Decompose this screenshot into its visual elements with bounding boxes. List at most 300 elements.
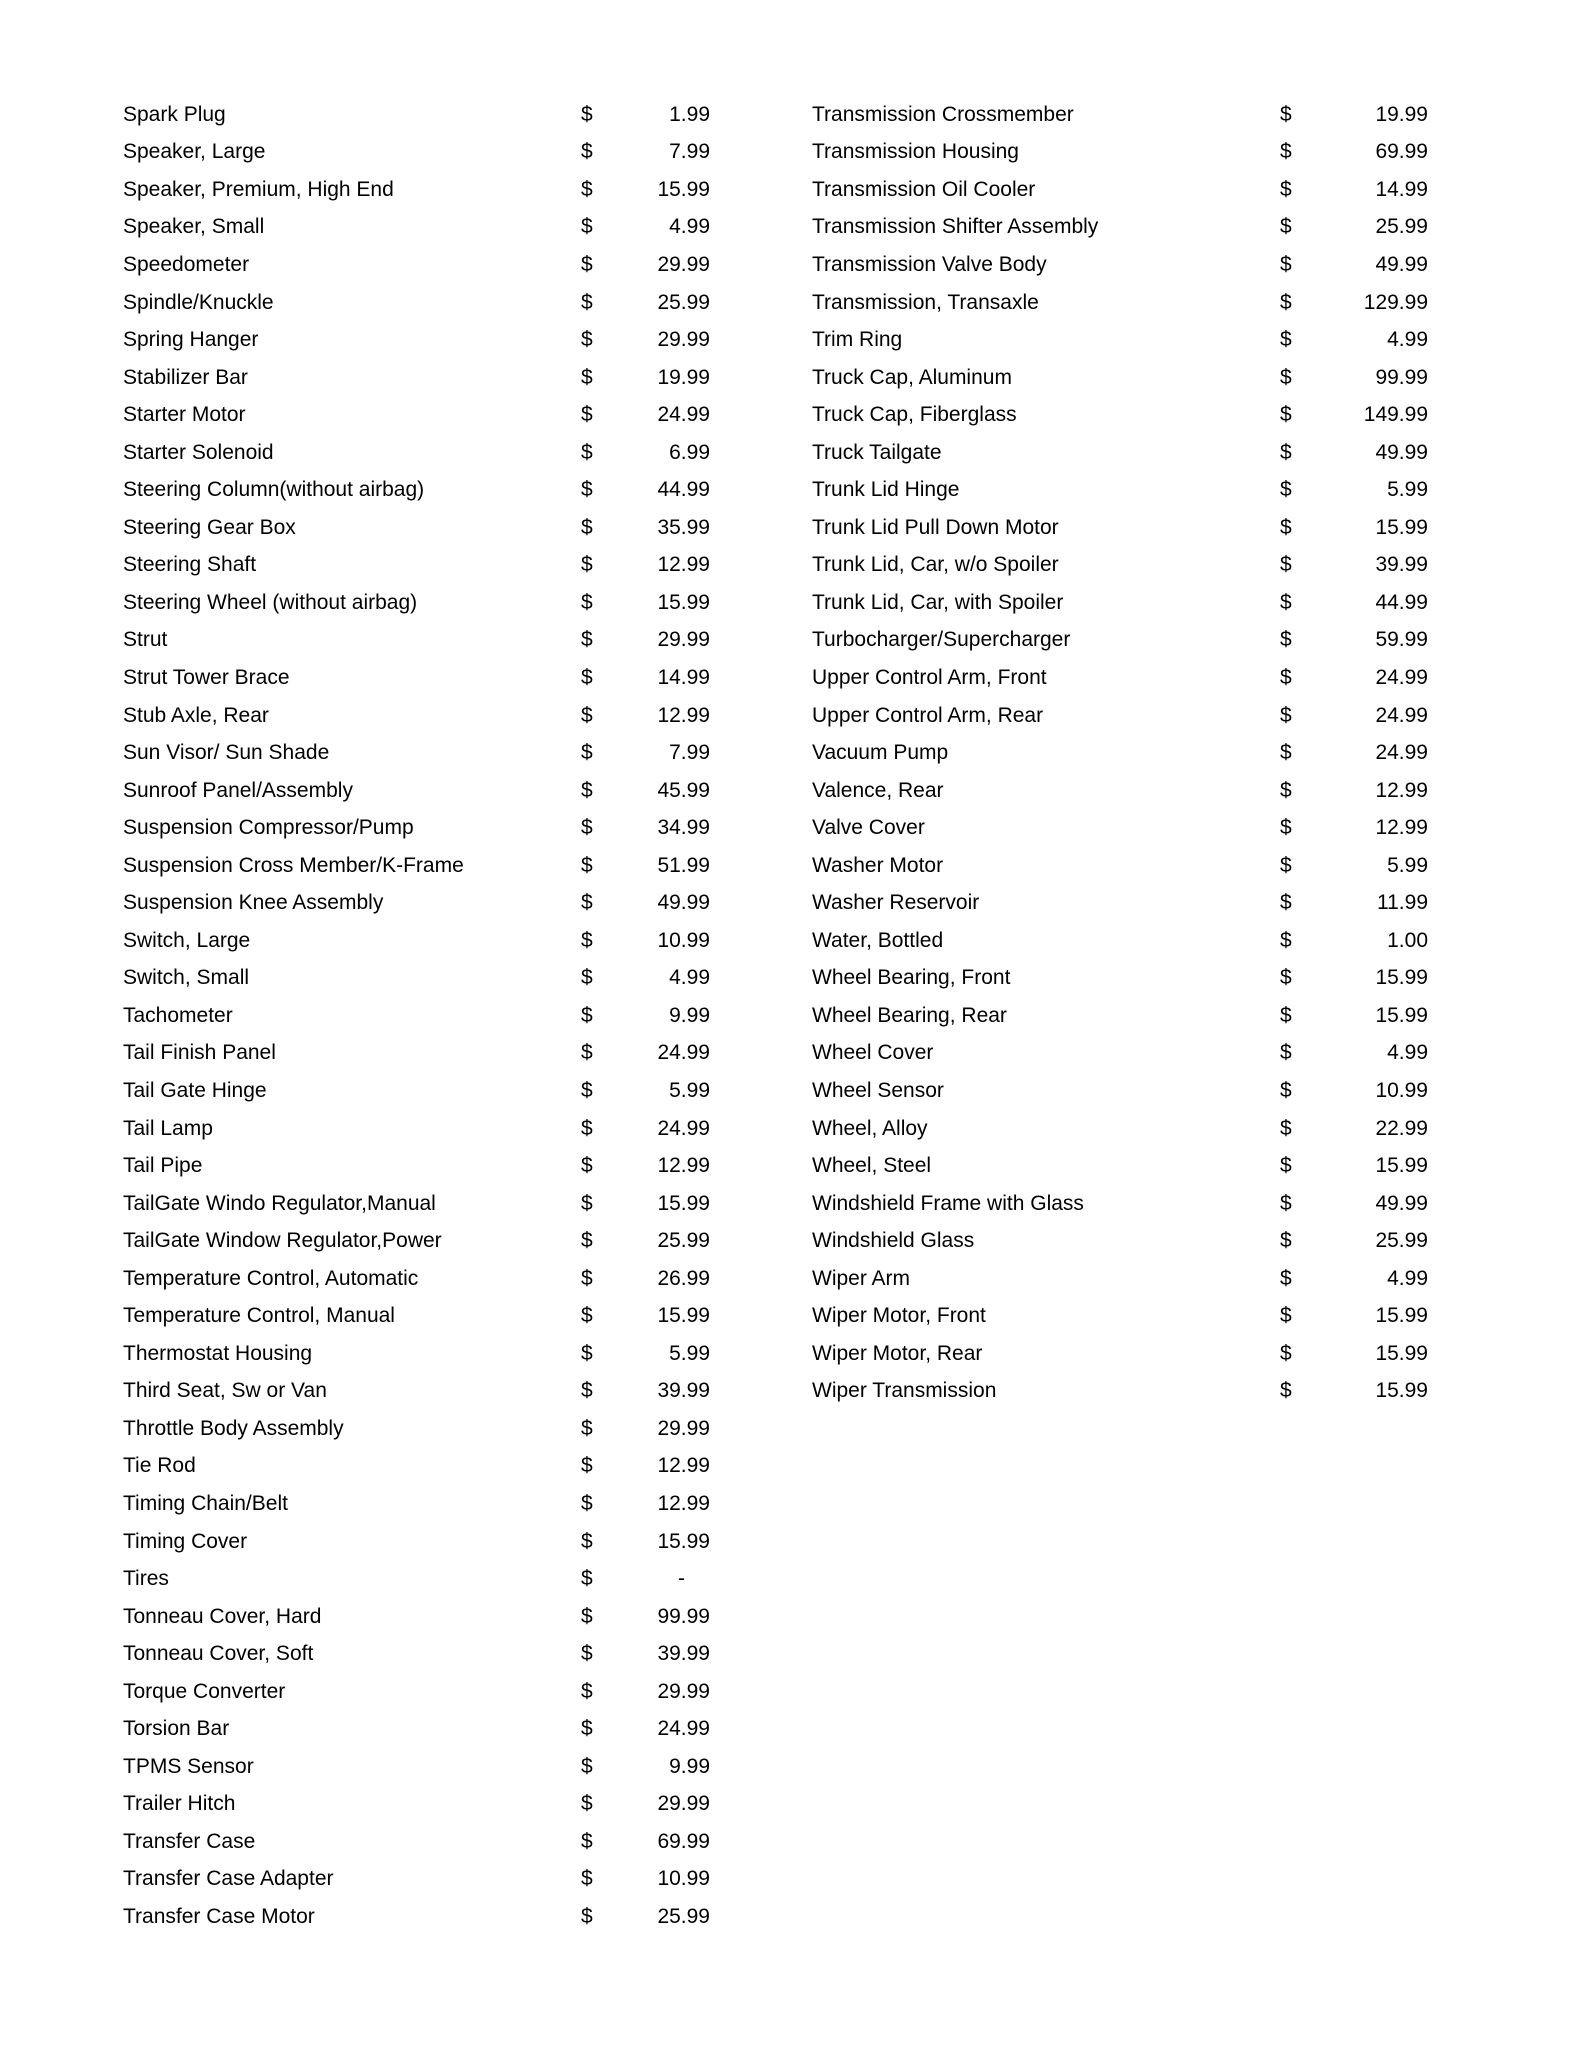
currency-symbol: $ — [1280, 1304, 1292, 1328]
part-price: 25.99 — [657, 1229, 710, 1253]
table-row — [123, 1147, 710, 1185]
part-price: 6.99 — [669, 440, 710, 464]
part-price: 12.99 — [657, 703, 710, 727]
price-cell — [1280, 291, 1428, 315]
price-cell — [581, 1267, 710, 1291]
part-price: 14.99 — [1375, 177, 1428, 201]
currency-symbol: $ — [581, 140, 593, 164]
currency-symbol: $ — [581, 891, 593, 915]
price-cell — [581, 253, 710, 277]
part-price: 15.99 — [1375, 515, 1428, 539]
table-row — [812, 96, 1428, 134]
part-price: 19.99 — [657, 365, 710, 389]
currency-symbol: $ — [581, 665, 593, 689]
table-row — [812, 960, 1428, 998]
price-cell — [1280, 215, 1428, 239]
part-price: 129.99 — [1363, 290, 1428, 314]
part-name: Washer Reservoir — [812, 891, 980, 915]
part-price: 7.99 — [669, 741, 710, 765]
price-cell — [1280, 140, 1428, 164]
currency-symbol: $ — [1280, 177, 1292, 201]
table-row — [812, 847, 1428, 885]
part-name: Spark Plug — [123, 102, 226, 126]
table-row — [812, 359, 1428, 397]
part-name: Torque Converter — [123, 1679, 286, 1703]
currency-symbol: $ — [581, 1191, 593, 1215]
price-cell — [581, 1304, 710, 1328]
price-cell — [581, 291, 710, 315]
part-name: Speaker, Large — [123, 140, 266, 164]
part-name: Truck Cap, Fiberglass — [812, 403, 1017, 427]
table-row — [123, 1035, 710, 1073]
part-name: Wheel, Alloy — [812, 1116, 928, 1140]
table-row — [812, 509, 1428, 547]
table-row — [812, 434, 1428, 472]
table-row — [812, 471, 1428, 509]
table-row — [123, 1861, 710, 1899]
price-cell — [581, 1642, 710, 1666]
currency-symbol: $ — [581, 1229, 593, 1253]
price-cell — [1280, 1229, 1428, 1253]
currency-symbol: $ — [1280, 816, 1292, 840]
part-price: 49.99 — [1375, 1191, 1428, 1215]
part-price: 45.99 — [657, 778, 710, 802]
part-price: 39.99 — [657, 1642, 710, 1666]
table-row — [123, 471, 710, 509]
price-cell — [581, 1154, 710, 1178]
part-price: 39.99 — [1375, 553, 1428, 577]
price-cell — [581, 591, 710, 615]
price-cell — [1280, 591, 1428, 615]
part-price: 1.00 — [1387, 928, 1428, 952]
price-cell — [1280, 929, 1428, 953]
table-row — [123, 1072, 710, 1110]
currency-symbol: $ — [1280, 328, 1292, 352]
currency-symbol: $ — [1280, 590, 1292, 614]
table-row — [812, 1147, 1428, 1185]
currency-symbol: $ — [581, 1529, 593, 1553]
table-row — [123, 509, 710, 547]
part-price: 29.99 — [657, 1792, 710, 1816]
part-name: TailGate Windo Regulator,Manual — [123, 1191, 436, 1215]
currency-symbol: $ — [581, 1905, 593, 1929]
table-row — [812, 772, 1428, 810]
part-name: Throttle Body Assembly — [123, 1416, 344, 1440]
part-price: 29.99 — [657, 628, 710, 652]
currency-symbol: $ — [581, 440, 593, 464]
price-cell — [581, 704, 710, 728]
part-price: 29.99 — [657, 1416, 710, 1440]
currency-symbol: $ — [1280, 1078, 1292, 1102]
price-cell — [581, 1117, 710, 1141]
table-row — [123, 321, 710, 359]
part-price: 15.99 — [657, 177, 710, 201]
currency-symbol: $ — [1280, 1266, 1292, 1290]
part-price: 4.99 — [1387, 1041, 1428, 1065]
price-cell — [1280, 816, 1428, 840]
part-name: Trunk Lid, Car, w/o Spoiler — [812, 553, 1059, 577]
part-price: 12.99 — [657, 1454, 710, 1478]
currency-symbol: $ — [581, 628, 593, 652]
part-name: Wheel Cover — [812, 1041, 934, 1065]
table-row — [123, 1560, 710, 1598]
price-cell — [581, 1004, 710, 1028]
currency-symbol: $ — [581, 1304, 593, 1328]
price-cell — [1280, 478, 1428, 502]
table-row — [812, 1298, 1428, 1336]
table-row — [123, 396, 710, 434]
currency-symbol: $ — [1280, 928, 1292, 952]
part-name: Third Seat, Sw or Van — [123, 1379, 327, 1403]
price-cell — [1280, 1379, 1428, 1403]
table-row — [123, 96, 710, 134]
table-row — [123, 171, 710, 209]
currency-symbol: $ — [581, 215, 593, 239]
price-cell — [1280, 516, 1428, 540]
table-row — [123, 209, 710, 247]
table-row — [812, 547, 1428, 585]
part-price: 24.99 — [1375, 665, 1428, 689]
price-cell — [581, 1905, 710, 1929]
part-name: Torsion Bar — [123, 1717, 230, 1741]
currency-symbol: $ — [581, 1379, 593, 1403]
part-name: Strut Tower Brace — [123, 665, 290, 689]
currency-symbol: $ — [1280, 966, 1292, 990]
part-price: 10.99 — [657, 1867, 710, 1891]
currency-symbol: $ — [1280, 1116, 1292, 1140]
table-row — [123, 1673, 710, 1711]
table-row — [123, 809, 710, 847]
currency-symbol: $ — [1280, 1191, 1292, 1215]
part-name: Starter Solenoid — [123, 440, 274, 464]
part-name: Sun Visor/ Sun Shade — [123, 741, 330, 765]
price-cell — [581, 1830, 710, 1854]
currency-symbol: $ — [581, 816, 593, 840]
part-price: 149.99 — [1363, 403, 1428, 427]
table-row — [812, 1222, 1428, 1260]
part-name: Windshield Frame with Glass — [812, 1191, 1084, 1215]
currency-symbol: $ — [1280, 252, 1292, 276]
table-row — [123, 1823, 710, 1861]
price-cell — [581, 628, 710, 652]
table-row — [123, 359, 710, 397]
part-name: Timing Cover — [123, 1529, 248, 1553]
part-name: TailGate Window Regulator,Power — [123, 1229, 442, 1253]
part-price: 12.99 — [1375, 778, 1428, 802]
part-name: Trunk Lid, Car, with Spoiler — [812, 590, 1064, 614]
part-name: Washer Motor — [812, 853, 944, 877]
part-price: 15.99 — [657, 1191, 710, 1215]
currency-symbol: $ — [1280, 628, 1292, 652]
part-price: 7.99 — [669, 140, 710, 164]
part-name: Steering Wheel (without airbag) — [123, 590, 418, 614]
currency-symbol: $ — [1280, 290, 1292, 314]
table-row — [123, 1298, 710, 1336]
part-name: Tonneau Cover, Soft — [123, 1642, 314, 1666]
currency-symbol: $ — [581, 1567, 593, 1591]
part-name: Speaker, Premium, High End — [123, 177, 394, 201]
part-price: 12.99 — [657, 1154, 710, 1178]
table-row — [812, 1373, 1428, 1411]
part-name: Strut — [123, 628, 168, 652]
part-name: Tachometer — [123, 1003, 233, 1027]
part-price: 9.99 — [669, 1003, 710, 1027]
part-name: Suspension Cross Member/K-Frame — [123, 853, 464, 877]
part-price: 19.99 — [1375, 102, 1428, 126]
currency-symbol: $ — [1280, 665, 1292, 689]
price-cell — [1280, 891, 1428, 915]
currency-symbol: $ — [1280, 440, 1292, 464]
part-name: Tail Finish Panel — [123, 1041, 276, 1065]
part-name: Steering Gear Box — [123, 515, 296, 539]
currency-symbol: $ — [1280, 1341, 1292, 1365]
currency-symbol: $ — [581, 1754, 593, 1778]
price-cell — [1280, 779, 1428, 803]
price-cell — [1280, 628, 1428, 652]
table-row — [123, 1410, 710, 1448]
table-row — [812, 922, 1428, 960]
table-row — [812, 884, 1428, 922]
price-cell — [581, 516, 710, 540]
price-cell — [581, 366, 710, 390]
table-row — [123, 1898, 710, 1936]
part-name: Tires — [123, 1567, 169, 1591]
price-cell — [581, 1717, 710, 1741]
price-cell — [581, 1379, 710, 1403]
part-price: 15.99 — [1375, 1341, 1428, 1365]
part-name: Sunroof Panel/Assembly — [123, 778, 353, 802]
currency-symbol: $ — [581, 703, 593, 727]
part-name: Temperature Control, Automatic — [123, 1266, 419, 1290]
price-cell — [581, 891, 710, 915]
table-row — [123, 997, 710, 1035]
table-row — [123, 1786, 710, 1824]
table-row — [123, 1222, 710, 1260]
table-row — [812, 134, 1428, 172]
part-name: Transmission Oil Cooler — [812, 177, 1036, 201]
part-name: Wiper Motor, Front — [812, 1304, 986, 1328]
price-cell — [581, 779, 710, 803]
table-row — [123, 734, 710, 772]
part-price: 15.99 — [1375, 1154, 1428, 1178]
currency-symbol: $ — [1280, 1003, 1292, 1027]
currency-symbol: $ — [581, 365, 593, 389]
price-cell — [581, 1605, 710, 1629]
price-cell — [581, 816, 710, 840]
part-name: Speedometer — [123, 252, 250, 276]
price-cell — [581, 1454, 710, 1478]
table-row — [123, 1260, 710, 1298]
currency-symbol: $ — [1280, 553, 1292, 577]
price-cell — [581, 1867, 710, 1891]
part-price: 10.99 — [1375, 1078, 1428, 1102]
part-name: Truck Cap, Aluminum — [812, 365, 1012, 389]
part-price: 5.99 — [669, 1078, 710, 1102]
part-name: Transmission Housing — [812, 140, 1019, 164]
part-price: 24.99 — [657, 403, 710, 427]
part-price: 99.99 — [657, 1604, 710, 1628]
currency-symbol: $ — [581, 1717, 593, 1741]
price-cell — [581, 1041, 710, 1065]
price-cell — [581, 103, 710, 127]
table-row — [123, 659, 710, 697]
table-row — [123, 922, 710, 960]
currency-symbol: $ — [1280, 102, 1292, 126]
price-cell — [1280, 1004, 1428, 1028]
part-price: 4.99 — [1387, 328, 1428, 352]
price-cell — [581, 966, 710, 990]
table-row — [123, 246, 710, 284]
currency-symbol: $ — [1280, 1379, 1292, 1403]
table-row — [123, 884, 710, 922]
currency-symbol: $ — [1280, 1041, 1292, 1065]
part-name: Transmission Crossmember — [812, 102, 1074, 126]
part-price: 10.99 — [657, 928, 710, 952]
currency-symbol: $ — [1280, 1154, 1292, 1178]
table-row — [123, 1485, 710, 1523]
price-cell — [581, 854, 710, 878]
table-row — [812, 1335, 1428, 1373]
price-table-column-left — [123, 96, 710, 1936]
part-price: 69.99 — [657, 1829, 710, 1853]
part-price: 49.99 — [1375, 252, 1428, 276]
currency-symbol: $ — [581, 1792, 593, 1816]
table-row — [812, 246, 1428, 284]
part-price: 4.99 — [1387, 1266, 1428, 1290]
table-row — [812, 1260, 1428, 1298]
part-price: 24.99 — [1375, 741, 1428, 765]
currency-symbol: $ — [581, 1492, 593, 1515]
table-row — [812, 171, 1428, 209]
table-row — [812, 622, 1428, 660]
currency-symbol: $ — [1280, 215, 1292, 239]
part-name: Trailer Hitch — [123, 1792, 236, 1816]
part-price: 25.99 — [1375, 215, 1428, 239]
part-price: 24.99 — [657, 1717, 710, 1741]
part-name: Wheel Sensor — [812, 1078, 944, 1102]
price-cell — [1280, 441, 1428, 465]
part-price: 69.99 — [1375, 140, 1428, 164]
part-price: 24.99 — [657, 1041, 710, 1065]
price-cell — [581, 403, 710, 427]
price-cell — [581, 1492, 710, 1516]
part-price: 15.99 — [657, 1529, 710, 1553]
price-cell — [1280, 1041, 1428, 1065]
table-row — [812, 1035, 1428, 1073]
currency-symbol: $ — [1280, 891, 1292, 915]
currency-symbol: $ — [581, 1416, 593, 1440]
part-name: Starter Motor — [123, 403, 246, 427]
part-name: Spring Hanger — [123, 328, 259, 352]
price-cell — [581, 140, 710, 164]
price-cell — [1280, 666, 1428, 690]
currency-symbol: $ — [1280, 140, 1292, 164]
part-price: 15.99 — [1375, 1003, 1428, 1027]
part-price: 15.99 — [1375, 1379, 1428, 1403]
price-cell — [1280, 328, 1428, 352]
currency-symbol: $ — [581, 515, 593, 539]
part-price: 15.99 — [1375, 966, 1428, 990]
price-cell — [581, 1755, 710, 1779]
currency-symbol: $ — [581, 1679, 593, 1703]
part-name: Trunk Lid Hinge — [812, 478, 960, 502]
price-cell — [581, 1530, 710, 1554]
currency-symbol: $ — [1280, 403, 1292, 427]
currency-symbol: $ — [1280, 703, 1292, 727]
part-name: Upper Control Arm, Front — [812, 665, 1047, 689]
table-row — [123, 547, 710, 585]
table-row — [123, 1748, 710, 1786]
part-price: 25.99 — [657, 290, 710, 314]
price-cell — [581, 553, 710, 577]
part-price: 4.99 — [669, 215, 710, 239]
part-price: 11.99 — [1377, 891, 1428, 915]
table-row — [812, 997, 1428, 1035]
table-row — [123, 1110, 710, 1148]
price-cell — [1280, 1304, 1428, 1328]
table-row — [812, 396, 1428, 434]
part-price: 5.99 — [669, 1341, 710, 1365]
price-cell — [581, 1229, 710, 1253]
part-name: TPMS Sensor — [123, 1754, 254, 1778]
part-price: 22.99 — [1375, 1116, 1428, 1140]
part-name: Spindle/Knuckle — [123, 290, 274, 314]
currency-symbol: $ — [581, 1003, 593, 1027]
currency-symbol: $ — [1280, 365, 1292, 389]
part-name: Transfer Case Motor — [123, 1905, 315, 1929]
table-row — [812, 734, 1428, 772]
part-price: 99.99 — [1375, 365, 1428, 389]
part-price: 15.99 — [657, 1304, 710, 1328]
part-price: 24.99 — [657, 1116, 710, 1140]
price-cell — [1280, 1154, 1428, 1178]
currency-symbol: $ — [1280, 778, 1292, 802]
part-name: Tail Lamp — [123, 1116, 213, 1140]
part-name: Vacuum Pump — [812, 741, 949, 765]
currency-symbol: $ — [1280, 478, 1292, 502]
table-row — [812, 1185, 1428, 1223]
table-row — [123, 584, 710, 622]
part-price: 49.99 — [657, 891, 710, 915]
part-name: Wheel Bearing, Front — [812, 966, 1011, 990]
price-cell — [581, 1792, 710, 1816]
price-cell — [1280, 366, 1428, 390]
part-price: 29.99 — [657, 328, 710, 352]
table-row — [812, 1072, 1428, 1110]
price-cell — [1280, 178, 1428, 202]
table-row — [812, 809, 1428, 847]
currency-symbol: $ — [581, 1341, 593, 1365]
price-cell — [581, 441, 710, 465]
part-name: Timing Chain/Belt — [123, 1492, 288, 1515]
currency-symbol: $ — [581, 1078, 593, 1102]
table-row — [812, 1110, 1428, 1148]
part-name: Speaker, Small — [123, 215, 265, 239]
part-name: Wiper Motor, Rear — [812, 1341, 983, 1365]
part-name: Switch, Large — [123, 928, 251, 952]
table-row — [123, 622, 710, 660]
part-name: Water, Bottled — [812, 928, 944, 952]
part-name: Wheel Bearing, Rear — [812, 1003, 1007, 1027]
part-name: Valve Cover — [812, 816, 925, 840]
part-name: Truck Tailgate — [812, 440, 942, 464]
part-price: 24.99 — [1375, 703, 1428, 727]
part-name: Wiper Arm — [812, 1266, 911, 1290]
table-row — [812, 321, 1428, 359]
table-row — [123, 134, 710, 172]
part-price: 12.99 — [657, 1492, 710, 1515]
part-name: Steering Shaft — [123, 553, 257, 577]
